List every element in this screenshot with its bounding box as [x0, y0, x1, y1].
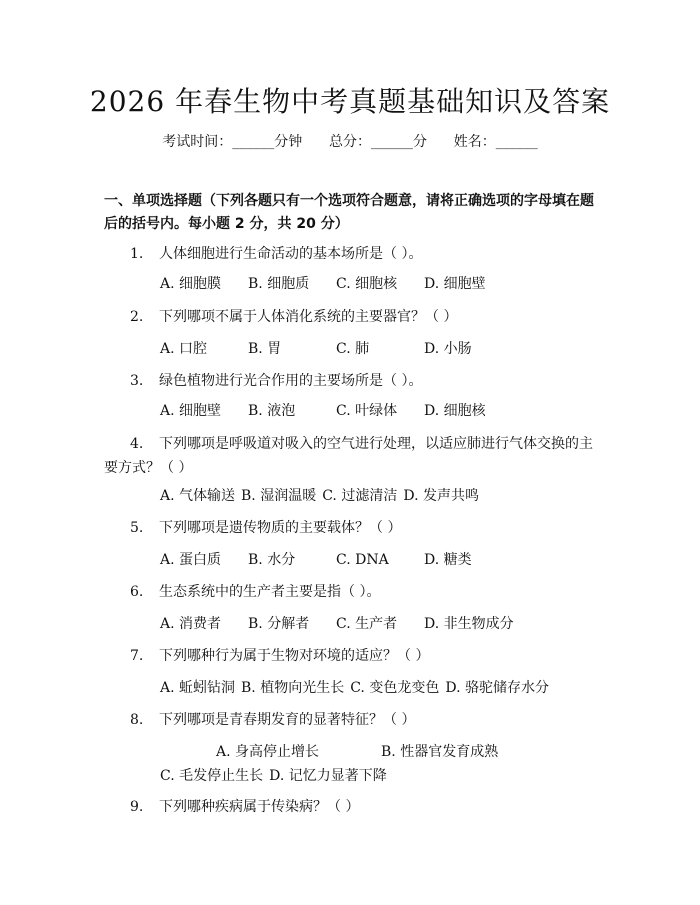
question-6: [130, 580, 600, 604]
option-c: C. 变色龙变色: [350, 680, 440, 696]
option-d: D. 非生物成分: [424, 616, 514, 632]
question-number: 2.: [130, 309, 144, 325]
option-d: D. 骆驼储存水分: [445, 680, 549, 696]
option-d: D. 糖类: [424, 552, 472, 568]
option-d: D. 细胞壁: [424, 276, 486, 292]
option-b: B. 胃: [248, 341, 282, 357]
section-heading: 一、单项选择题（下列各题只有一个选项符合题意，请将正确选项的字母填在题后的括号内。每小题 2 分，共 20 分）: [104, 193, 594, 232]
question-3: [130, 369, 600, 393]
question-9: [130, 795, 600, 819]
options-7: [160, 676, 600, 700]
name-blank: ______: [495, 134, 538, 150]
question-1: [130, 242, 600, 266]
option-b: B. 细胞质: [248, 276, 310, 292]
option-a: A. 细胞膜: [160, 276, 222, 292]
question-2: [130, 305, 600, 329]
score-unit: 分: [413, 134, 427, 150]
option-c: C. 毛发停止生长: [160, 768, 264, 784]
question-5: [130, 516, 600, 540]
question-number: 5.: [130, 520, 144, 536]
option-b: B. 植物向光生长: [241, 680, 345, 696]
question-text: 下列哪项不属于人体消化系统的主要器官？（ ）: [159, 309, 458, 325]
question-number: 3.: [130, 373, 144, 389]
question-text: 生态系统中的生产者主要是指（ ）。: [159, 584, 381, 600]
options-5: [160, 548, 600, 572]
question-number: 1.: [130, 246, 144, 262]
question-7: [130, 644, 600, 668]
options-6: [160, 612, 600, 636]
option-c: C. 过滤清洁: [322, 488, 398, 504]
options-4: [160, 484, 600, 508]
option-a: A. 细胞壁: [160, 403, 222, 419]
option-b: B. 液泡: [248, 403, 296, 419]
option-c: C. DNA: [336, 552, 389, 568]
question-text: 下列哪种行为属于生物对环境的适应？（ ）: [159, 648, 430, 664]
options-8: [104, 740, 604, 788]
question-number: 8.: [130, 712, 144, 728]
option-c: C. 生产者: [336, 616, 398, 632]
question-number: 4.: [130, 436, 144, 452]
score-label: 总分：: [329, 134, 371, 150]
option-b: B. 水分: [248, 552, 296, 568]
question-text: 下列哪项是遗传物质的主要载体？（ ）: [159, 520, 402, 536]
name-label: 姓名：: [453, 134, 496, 150]
options-3: [160, 399, 600, 423]
option-a: A. 身高停止增长: [216, 744, 320, 760]
option-a: A. 蛋白质: [160, 552, 222, 568]
time-unit: 分钟: [274, 134, 303, 150]
options-2: [160, 337, 600, 361]
option-d: D. 发声共鸣: [403, 488, 479, 504]
time-blank: ______: [232, 134, 275, 150]
option-d: D. 细胞核: [424, 403, 486, 419]
option-a: A. 蚯蚓钻洞: [160, 680, 236, 696]
time-label: 考试时间：: [162, 134, 233, 150]
question-text: 下列哪种疾病属于传染病？（ ）: [159, 799, 360, 815]
option-a: A. 气体输送: [160, 488, 236, 504]
option-c: C. 细胞核: [336, 276, 398, 292]
option-b: B. 性器官发育成熟: [381, 744, 499, 760]
question-number: 9.: [130, 799, 144, 815]
question-text: 下列哪项是青春期发育的显著特征？（ ）: [159, 712, 416, 728]
question-number: 6.: [130, 584, 144, 600]
option-b: B. 湿润温暖: [241, 488, 317, 504]
option-c: C. 肺: [336, 341, 370, 357]
exam-info-line: [0, 131, 700, 151]
question-8: [130, 708, 600, 732]
option-a: A. 口腔: [160, 341, 208, 357]
question-number: 7.: [130, 648, 144, 664]
page-title: 2026 年春生物中考真题基础知识及答案: [89, 85, 611, 118]
question-text: 人体细胞进行生命活动的基本场所是（ ）。: [159, 246, 423, 262]
option-d: D. 小肠: [424, 341, 472, 357]
options-1: [160, 272, 600, 296]
question-text: 下列哪项是呼吸道对吸入的空气进行处理，以适应肺进行气体交换的主要方式？（ ）: [104, 436, 593, 476]
question-text: 绿色植物进行光合作用的主要场所是（ ）。: [159, 373, 423, 389]
option-a: A. 消费者: [160, 616, 222, 632]
option-d: D. 记忆力显著下降: [269, 768, 387, 784]
option-b: B. 分解者: [248, 616, 310, 632]
score-blank: ______: [371, 134, 413, 150]
option-c: C. 叶绿体: [336, 403, 398, 419]
question-4: [104, 432, 604, 480]
